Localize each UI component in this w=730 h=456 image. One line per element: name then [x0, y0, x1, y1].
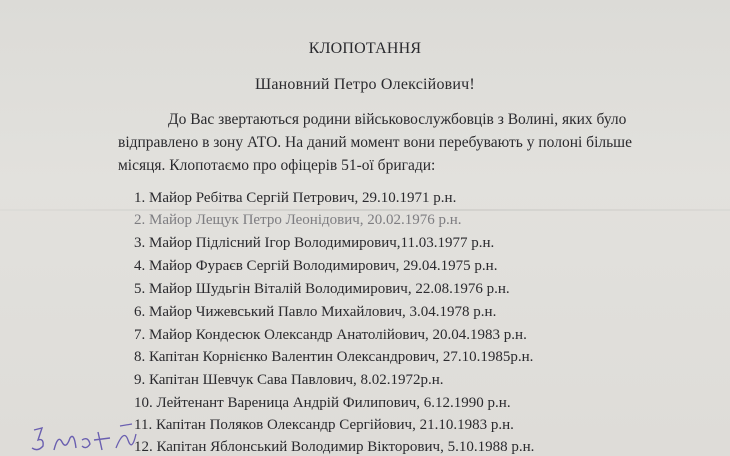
list-item: 12. Капітан Яблонський Володимир Вікторович, 5.10.1988 р.н.	[134, 439, 535, 455]
document-title: КЛОПОТАННЯ	[308, 40, 422, 57]
list-item: 9. Капітан Шевчук Сава Павлович, 8.02.1972р.н.	[134, 372, 444, 388]
list-item: 6. Майор Чижевський Павло Михайлович, 3.04.1978 р.н.	[134, 304, 497, 320]
handwritten-note	[28, 420, 138, 456]
list-item: 8. Капітан Корнієнко Валентин Олександрович, 27.10.1985р.н.	[134, 349, 534, 365]
list-item: 5. Майор Шудьгін Віталій Володимирович, 22.08.1976 р.н.	[134, 281, 510, 297]
list-item: 3. Майор Підлісний Ігор Володимирович,11.03.1977 р.н.	[134, 235, 495, 251]
list-item: 7. Майор Кондесюк Олександр Анатолійович, 20.04.1983 р.н.	[134, 327, 527, 343]
paragraph-line-3: місяця. Клопотаємо про офіцерів 51-ої бригади:	[118, 157, 436, 174]
list-item: 1. Майор Ребітва Сергій Петрович, 29.10.1971 р.н.	[134, 190, 457, 206]
list-item: 2. Майор Лещук Петро Леонідович, 20.02.1976 р.н.	[134, 212, 462, 228]
list-item: 10. Лейтенант Вареница Андрій Филипович, 6.12.1990 р.н.	[134, 395, 511, 411]
list-item: 11. Капітан Поляков Олександр Сергійович, 21.10.1983 р.н.	[134, 417, 514, 433]
paragraph-line-2: відправлено в зону АТО. На даний момент вони перебувають у полоні більше	[118, 134, 632, 151]
paragraph-line-1: До Вас звертаються родини військовослужбовців з Волині, яких було	[168, 111, 627, 128]
list-item: 4. Майор Фураєв Сергій Володимирович, 29.04.1975 р.н.	[134, 258, 498, 274]
salutation: Шановний Петро Олексійович!	[255, 76, 475, 93]
